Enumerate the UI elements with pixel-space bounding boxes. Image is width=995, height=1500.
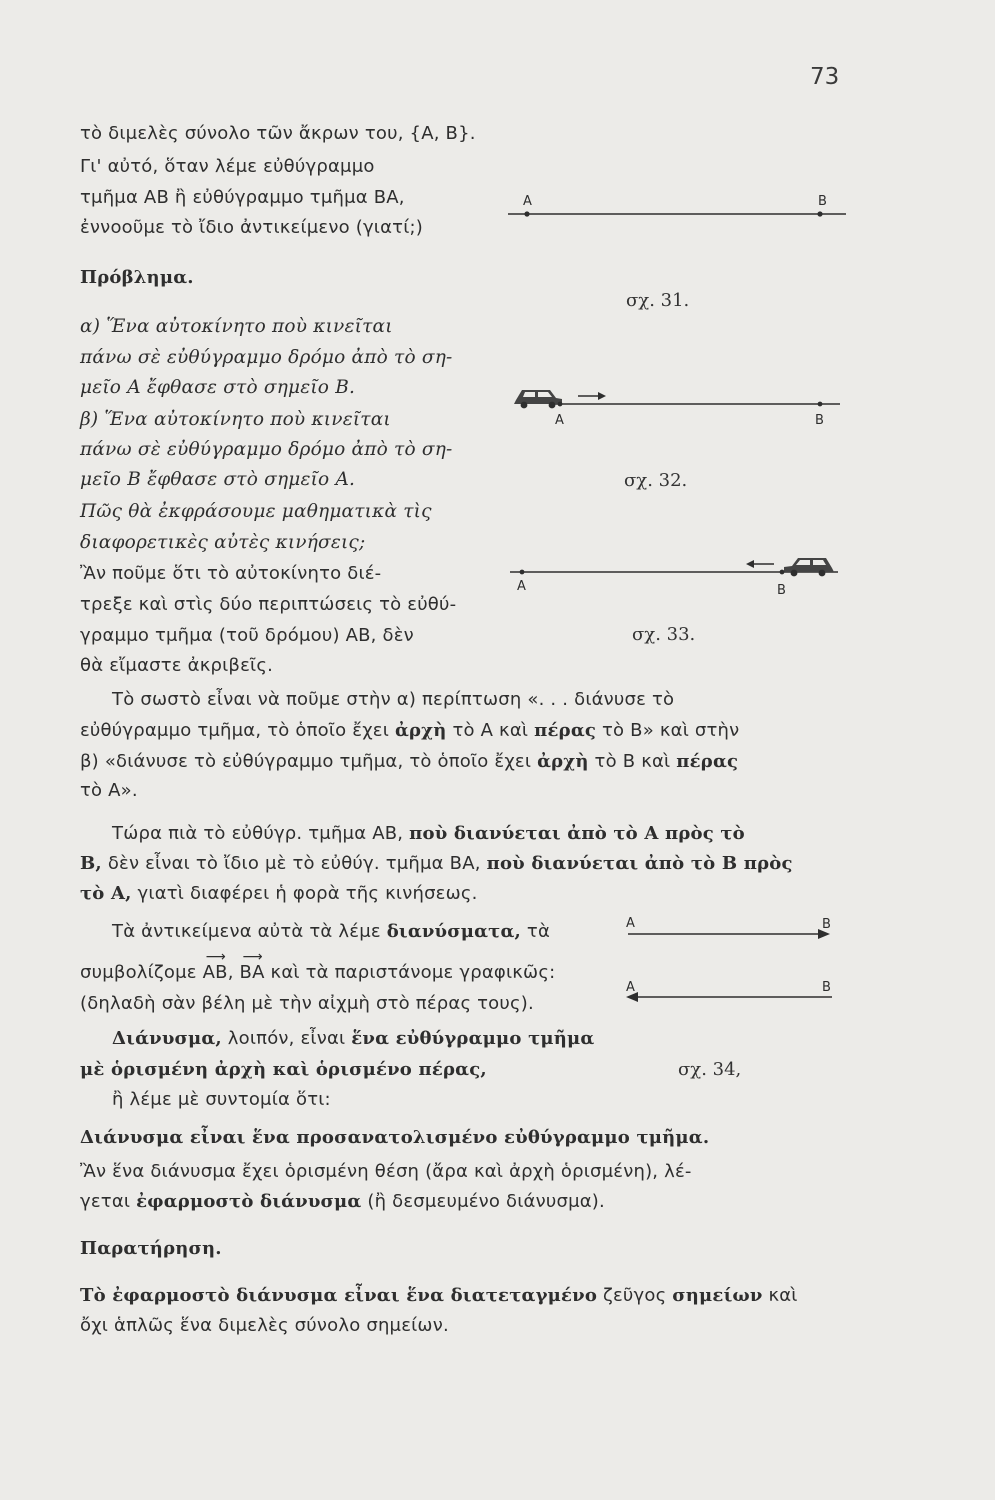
bold-term: ποὺ διανύεται ἀπὸ τὸ Α πρὸς τὸ bbox=[409, 823, 745, 844]
text-line: μὲ ὁρισμένη ἀρχὴ καὶ ὁρισμένο πέρας, bbox=[80, 1059, 487, 1080]
text-line bbox=[112, 822, 745, 846]
text-span: καὶ bbox=[768, 1285, 798, 1306]
text-line bbox=[80, 949, 556, 985]
text-line: β) Ἕνα αὐτοκίνητο ποὺ κινεῖται bbox=[80, 409, 391, 430]
text-span: ζεῦγος bbox=[603, 1285, 667, 1306]
arrow-right-icon bbox=[578, 392, 606, 400]
text-span: λοιπόν, εἶναι bbox=[227, 1028, 346, 1049]
text-line: πάνω σὲ εὐθύγραμμο δρόμο ἀπὸ τὸ ση- bbox=[80, 439, 453, 460]
point-a bbox=[524, 211, 529, 216]
text-line: μεῖο Β ἔφθασε στὸ σημεῖο Α. bbox=[80, 469, 356, 490]
text-line bbox=[80, 719, 739, 743]
label-a: Α bbox=[626, 980, 635, 995]
text-span: Τὰ ἀντικείμενα αὐτὰ τὰ λέμε bbox=[112, 921, 381, 942]
text-line: τὸ διμελὲς σύνολο τῶν ἄκρων του, {Α, Β}. bbox=[80, 123, 476, 144]
arrow-left-icon bbox=[746, 560, 774, 568]
figure-33 bbox=[500, 548, 860, 600]
vector-ba-arrow bbox=[626, 992, 832, 1002]
problem-heading: Πρόβλημα. bbox=[80, 267, 194, 288]
point-b bbox=[780, 570, 785, 575]
point-b bbox=[817, 211, 822, 216]
label-a: Α bbox=[517, 579, 526, 594]
figure-34-caption: σχ. 34, bbox=[678, 1059, 742, 1080]
point-b bbox=[818, 402, 823, 407]
text-span: εὐθύγραμμο τμῆμα, τὸ ὁποῖο ἔχει bbox=[80, 720, 390, 741]
bold-term: Β, bbox=[80, 853, 102, 874]
label-b: Β bbox=[818, 194, 827, 209]
text-span: β) «διάνυσε τὸ εὐθύγραμμο τμῆμα, τὸ ὁποῖο ἔχει bbox=[80, 751, 532, 772]
bold-term: ποὺ διανύεται ἀπὸ τὸ Β πρὸς bbox=[486, 853, 793, 874]
text-line: ἐννοοῦμε τὸ ἴδιο ἀντικείμενο (γιατί;) bbox=[80, 217, 423, 238]
text-span: δὲν εἶναι τὸ ἴδιο μὲ τὸ εὐθύγ. τμῆμα ΒΑ, bbox=[107, 853, 481, 874]
text-line: Πῶς θὰ ἐκφράσουμε μαθηματικὰ τὶς bbox=[80, 501, 432, 522]
page-number: 73 bbox=[810, 64, 840, 90]
figure-32 bbox=[500, 378, 860, 428]
definition-line: Διάνυσμα εἶναι ἕνα προσανατολισμένο εὐθύγραμμο τμῆμα. bbox=[80, 1127, 710, 1148]
vector-arrow-icon: ⟶ bbox=[242, 949, 263, 965]
text-span: τὸ Β» καὶ στὴν bbox=[601, 720, 740, 741]
text-line: (δηλαδὴ σὰν βέλη μὲ τὴν αἰχμὴ στὸ πέρας τους). bbox=[80, 993, 534, 1014]
vector-ab-arrow bbox=[628, 929, 830, 939]
bold-term: Διάνυσμα, bbox=[112, 1028, 222, 1049]
bold-term: Τὸ ἐφαρμοστὸ διάνυσμα εἶναι ἕνα διατεταγμένο bbox=[80, 1285, 598, 1306]
text-span: τὰ bbox=[526, 921, 551, 942]
text-line bbox=[80, 750, 738, 774]
text-line bbox=[80, 1190, 605, 1214]
text-line: Ἂν ποῦμε ὅτι τὸ αὐτοκίνητο διέ- bbox=[80, 563, 382, 584]
text-span: τὸ Β καὶ bbox=[594, 751, 671, 772]
figure-31 bbox=[500, 188, 860, 228]
vector-label: ΑΒ bbox=[202, 962, 228, 983]
figure-33-caption: σχ. 33. bbox=[632, 624, 696, 645]
text-line: τὸ Α». bbox=[80, 780, 138, 801]
text-line: τρεξε καὶ στὶς δύο περιπτώσεις τὸ εὐθύ- bbox=[80, 594, 457, 615]
bold-term: διανύσματα, bbox=[386, 921, 521, 942]
label-a: Α bbox=[626, 916, 635, 931]
text-line: Τὸ σωστὸ εἶναι νὰ ποῦμε στὴν α) περίπτωση «. . . διάνυσε τὸ bbox=[112, 689, 675, 710]
figure-31-caption: σχ. 31. bbox=[626, 290, 690, 311]
vector-ab bbox=[202, 949, 228, 985]
text-line bbox=[80, 1284, 798, 1308]
text-line: μεῖο Α ἔφθασε στὸ σημεῖο Β. bbox=[80, 377, 356, 398]
text-span: , bbox=[227, 962, 234, 983]
label-b: Β bbox=[777, 583, 786, 598]
vector-ba bbox=[239, 949, 265, 985]
text-line: ὄχι ἁπλῶς ἕνα διμελὲς σύνολο σημείων. bbox=[80, 1315, 449, 1336]
text-span: γιατὶ διαφέρει ἡ φορὰ τῆς κινήσεως. bbox=[137, 883, 478, 904]
bold-term: ἕνα εὐθύγραμμο τμῆμα bbox=[351, 1028, 595, 1049]
bold-term: τὸ Α, bbox=[80, 883, 132, 904]
label-b: Β bbox=[822, 917, 831, 932]
text-line: Ἂν ἕνα διάνυσμα ἔχει ὁρισμένη θέση (ἄρα καὶ ἀρχὴ ὁρισμένη), λέ- bbox=[80, 1161, 692, 1182]
text-line bbox=[112, 1027, 594, 1051]
text-line: πάνω σὲ εὐθύγραμμο δρόμο ἀπὸ τὸ ση- bbox=[80, 347, 453, 368]
text-span: καὶ τὰ παριστάνομε γραφικῶς: bbox=[270, 962, 556, 983]
text-line: γραμμο τμῆμα (τοῦ δρόμου) ΑΒ, δὲν bbox=[80, 625, 414, 646]
bold-term: ἀρχὴ bbox=[394, 720, 447, 741]
text-span: γεται bbox=[80, 1191, 131, 1212]
vector-label: ΒΑ bbox=[239, 962, 265, 983]
label-b: Β bbox=[822, 980, 831, 995]
text-line bbox=[80, 882, 478, 906]
text-line bbox=[112, 920, 550, 944]
text-span: (ἢ δεσμευμένο διάνυσμα). bbox=[367, 1191, 605, 1212]
text-line: Γι' αὐτό, ὅταν λέμε εὐθύγραμμο bbox=[80, 156, 375, 177]
text-line: α) Ἕνα αὐτοκίνητο ποὺ κινεῖται bbox=[80, 316, 393, 337]
figure-32-caption: σχ. 32. bbox=[624, 470, 688, 491]
car-icon bbox=[514, 390, 562, 408]
text-line: ἢ λέμε μὲ συντομία ὅτι: bbox=[112, 1089, 331, 1110]
point-a bbox=[558, 402, 563, 407]
label-a: Α bbox=[523, 194, 532, 209]
bold-term: ἐφαρμοστὸ διάνυσμα bbox=[136, 1191, 362, 1212]
remark-heading: Παρατήρηση. bbox=[80, 1238, 222, 1259]
car-icon bbox=[784, 558, 834, 576]
bold-term: πέρας bbox=[676, 751, 739, 772]
text-span: συμβολίζομε bbox=[80, 962, 197, 983]
text-line: θὰ εἴμαστε ἀκριβεῖς. bbox=[80, 655, 274, 676]
text-span: Τώρα πιὰ τὸ εὐθύγρ. τμῆμα ΑΒ, bbox=[112, 823, 404, 844]
text-line: τμῆμα ΑΒ ἢ εὐθύγραμμο τμῆμα ΒΑ, bbox=[80, 187, 405, 208]
point-a bbox=[520, 570, 525, 575]
text-line: διαφορετικὲς αὐτὲς κινήσεις; bbox=[80, 532, 366, 553]
text-span: τὸ Α καὶ bbox=[452, 720, 529, 741]
text-line bbox=[80, 852, 793, 876]
vector-arrow-icon: ⟶ bbox=[205, 949, 226, 965]
label-b: Β bbox=[815, 413, 824, 428]
figure-34 bbox=[618, 910, 858, 1010]
bold-term: πέρας bbox=[534, 720, 597, 741]
bold-term: ἀρχὴ bbox=[537, 751, 589, 772]
bold-term: σημείων bbox=[672, 1285, 763, 1306]
label-a: Α bbox=[555, 413, 564, 428]
